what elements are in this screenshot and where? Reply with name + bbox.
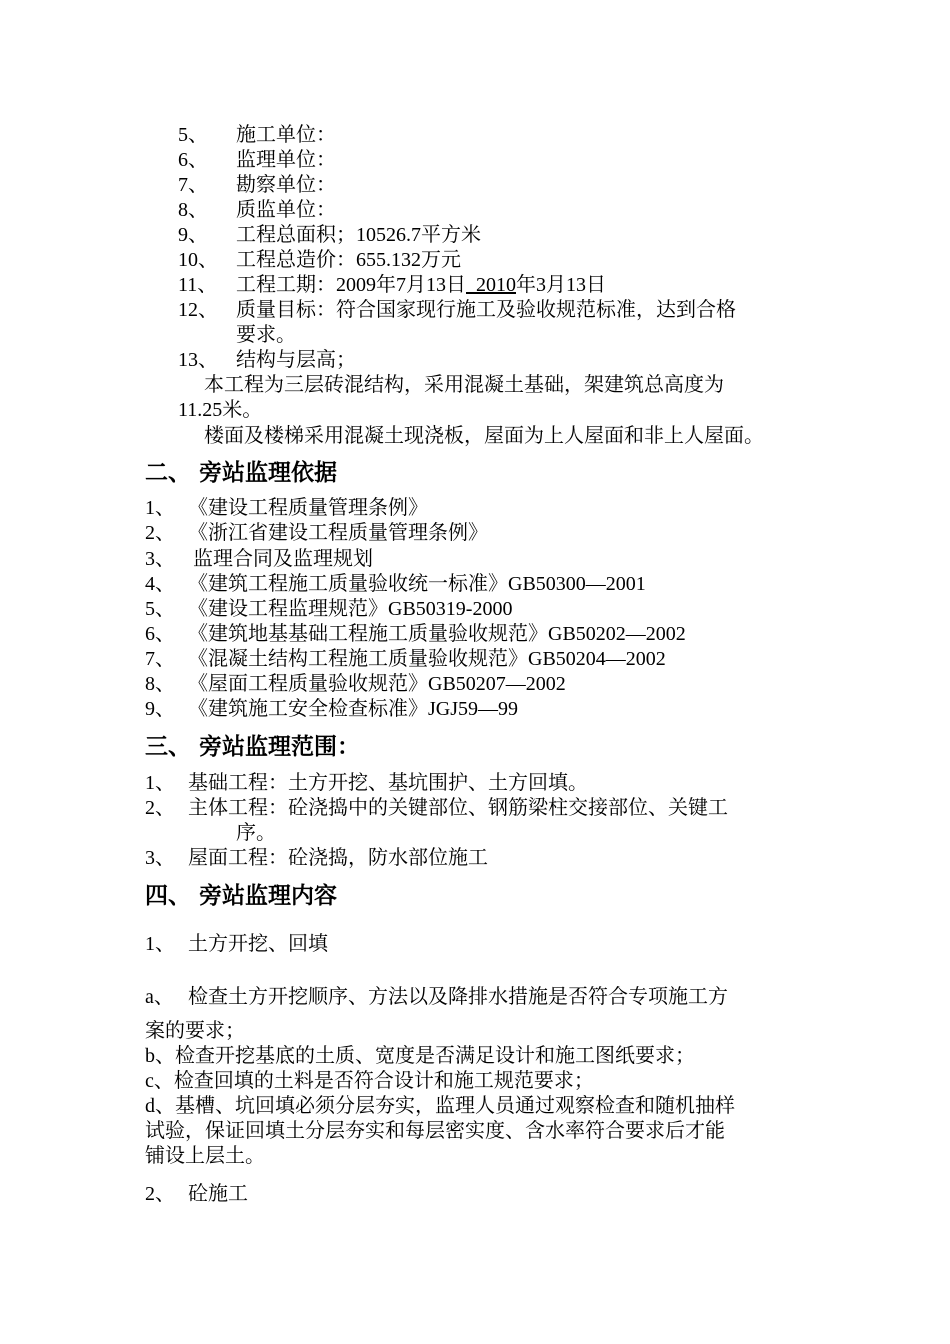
paragraph-line: 铺设上层土。	[145, 1145, 265, 1167]
list-item	[178, 248, 218, 273]
list-item-text: 结构与层高；	[236, 349, 356, 371]
list-item-text-cont: 要求。	[236, 324, 296, 346]
item-number: 8、	[145, 673, 175, 695]
paragraph-line: 案的要求；	[145, 1020, 245, 1042]
subsection-title: 土方开挖、回填	[188, 933, 328, 955]
list-item-text: 勘察单位：	[236, 174, 336, 196]
paragraph-line: b、检查开挖基底的土质、宽度是否满足设计和施工图纸要求；	[145, 1045, 695, 1067]
list-item	[145, 796, 175, 821]
item-number: 1、	[145, 497, 175, 519]
item-number: 2、	[145, 797, 175, 819]
list-item-text: 质监单位：	[236, 199, 336, 221]
list-item-text: 工程总面积；10526.7平方米	[236, 224, 481, 246]
subsection-number: 1、	[145, 933, 175, 955]
list-item-text-cont: 序。	[236, 822, 276, 844]
list-item	[178, 198, 208, 223]
paragraph-line: 楼面及楼梯采用混凝土现浇板，屋面为上人屋面和非上人屋面。	[204, 425, 764, 447]
item-number: 9、	[145, 698, 175, 720]
paragraph-line: 11.25米。	[178, 399, 263, 421]
list-item	[145, 771, 175, 796]
item-number: 7、	[178, 174, 208, 196]
list-item-text: 《建筑地基基础工程施工质量验收规范》GB50202—2002	[188, 623, 686, 645]
list-item-text: 质量目标：符合国家现行施工及验收规范标准，达到合格	[236, 299, 736, 321]
list-item-text: 基础工程：土方开挖、基坑围护、土方回填。	[188, 772, 588, 794]
list-item	[178, 148, 208, 173]
schedule-end: 年3月13日	[516, 274, 606, 296]
item-number: 5、	[145, 598, 175, 620]
list-item-text: 监理单位：	[236, 149, 336, 171]
list-item	[178, 348, 218, 373]
item-number: 6、	[178, 149, 208, 171]
item-number: 10、	[178, 249, 218, 271]
list-item	[178, 273, 217, 298]
list-item	[145, 672, 175, 697]
item-number: 3、	[145, 548, 175, 570]
list-item	[145, 647, 175, 672]
list-item-text: 《建筑工程施工质量验收统一标准》GB50300—2001	[188, 573, 646, 595]
list-item	[145, 697, 175, 722]
list-item	[178, 223, 208, 248]
section-heading: 四、 旁站监理内容	[145, 883, 338, 909]
item-number: 6、	[145, 623, 175, 645]
item-label: a、	[145, 986, 174, 1008]
item-number: 5、	[178, 124, 208, 146]
section-heading: 三、 旁站监理范围：	[145, 734, 361, 760]
paragraph-line: c、检查回填的土料是否符合设计和施工规范要求；	[145, 1070, 594, 1092]
list-item	[145, 496, 175, 521]
list-item-text: 主体工程：砼浇捣中的关键部位、钢筋梁柱交接部位、关键工	[188, 797, 728, 819]
list-item-text: 《混凝土结构工程施工质量验收规范》GB50204—2002	[188, 648, 666, 670]
list-item	[178, 298, 218, 323]
item-number: 11、	[178, 274, 218, 296]
list-item-text: 屋面工程：砼浇捣，防水部位施工	[188, 847, 488, 869]
list-item	[145, 846, 175, 871]
list-item-text: 工程总造价：655.132万元	[236, 249, 461, 271]
paragraph-line: 检查土方开挖顺序、方法以及降排水措施是否符合专项施工方	[188, 986, 728, 1008]
list-item-text: 《屋面工程质量验收规范》GB50207—2002	[188, 673, 566, 695]
schedule-end-year: 2010	[466, 274, 516, 296]
item-number: 13、	[178, 349, 218, 371]
list-item	[145, 622, 175, 647]
item-number: 1、	[145, 772, 175, 794]
list-item-text: 《建设工程质量管理条例》	[188, 497, 428, 519]
item-number: 3、	[145, 847, 175, 869]
item-number: 4、	[145, 573, 175, 595]
list-item	[178, 173, 208, 198]
list-item	[145, 547, 175, 572]
section-heading: 二、 旁站监理依据	[145, 460, 338, 486]
list-item-text	[236, 273, 606, 298]
list-item-text: 《建筑施工安全检查标准》JGJ59—99	[188, 698, 519, 720]
paragraph-line: 本工程为三层砖混结构，采用混凝土基础，架建筑总高度为	[204, 374, 724, 396]
list-item-text: 监理合同及监理规划	[188, 548, 373, 570]
item-number: 7、	[145, 648, 175, 670]
list-item	[145, 521, 175, 546]
list-item	[145, 572, 175, 597]
item-number: 9、	[178, 224, 208, 246]
subsection-number: 2、	[145, 1183, 175, 1205]
item-number: 12、	[178, 299, 218, 321]
paragraph-line: d、基槽、坑回填必须分层夯实，监理人员通过观察检查和随机抽样	[145, 1095, 735, 1117]
list-item-text: 《浙江省建设工程质量管理条例》	[188, 522, 488, 544]
subsection-title: 砼施工	[188, 1183, 248, 1205]
list-item	[178, 123, 208, 148]
paragraph-line: 试验，保证回填土分层夯实和每层密实度、含水率符合要求后才能	[145, 1120, 725, 1142]
list-item	[145, 597, 175, 622]
item-number: 8、	[178, 199, 208, 221]
schedule-start: 工程工期：2009年7月13日	[236, 274, 466, 296]
list-item-text: 《建设工程监理规范》GB50319-2000	[188, 598, 513, 620]
list-item-text: 施工单位：	[236, 124, 336, 146]
item-number: 2、	[145, 522, 175, 544]
